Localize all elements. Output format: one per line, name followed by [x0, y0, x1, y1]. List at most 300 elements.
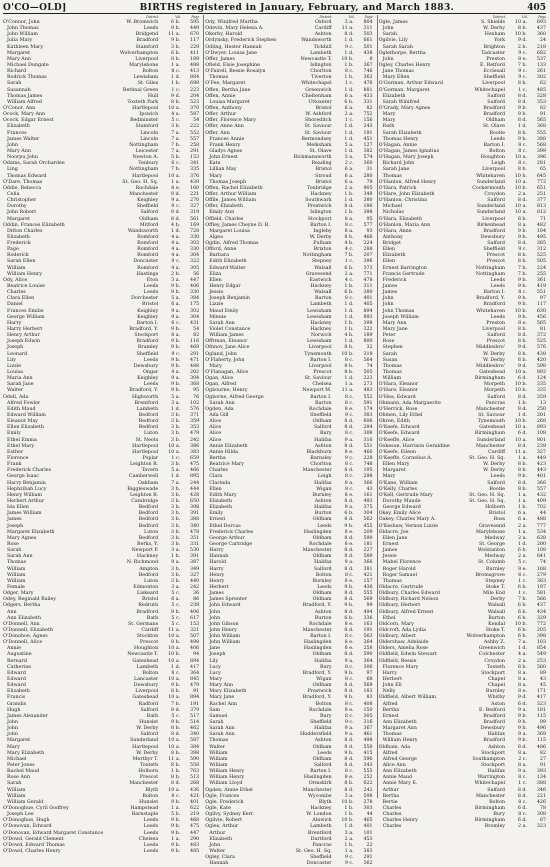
entry-district: Leeds — [490, 284, 506, 290]
entry-page: 281 — [536, 161, 547, 167]
entry-vol: 6 b. — [517, 634, 528, 640]
entry-name: Ellen — [382, 259, 396, 265]
entry-name: Rachel Ann — [209, 701, 238, 707]
entry-page: 651 — [536, 185, 547, 191]
entry-vol: 8 d. — [344, 756, 354, 762]
entry-vol: 5 c. — [171, 603, 181, 609]
entry-name: Hugh — [7, 707, 21, 713]
entry-page: 552 — [190, 130, 200, 136]
entry-district: Tavern — [141, 468, 159, 474]
entry-name: Oglethorpe, Bertha — [378, 50, 426, 56]
entry-district: Prescot — [486, 339, 506, 345]
entry-name: Alfred George — [382, 756, 417, 762]
entry-district: Leeds — [143, 26, 159, 32]
entry-district: N. Richmond — [126, 560, 159, 566]
entry-district: Blackburn — [306, 449, 332, 455]
entry-district: Halifax — [487, 732, 506, 738]
entry-vol: 9 b. — [517, 277, 528, 283]
entry-district: Bradford — [483, 112, 506, 118]
entry-district: Liverpool — [482, 81, 506, 87]
entry-vol: 8 e. — [518, 56, 528, 62]
entry-district: Prestwich — [307, 204, 332, 210]
entry-page: 364 — [363, 658, 373, 664]
entry-page: 99 — [539, 720, 547, 726]
entry-name: Odams, Sarah Orchardee — [3, 161, 65, 167]
entry-page: 359 — [536, 394, 547, 400]
entry-district: Mitford — [139, 222, 159, 228]
entry-district: Melksham — [306, 142, 332, 148]
entry-vol: 8 d. — [517, 118, 528, 124]
entry-page: 108 — [536, 431, 547, 437]
entry-district: Haslingden — [303, 775, 332, 781]
entry-page: 83 — [366, 695, 373, 701]
entry-district: Cambridge — [131, 498, 159, 504]
entry-vol: 9 b. — [171, 842, 181, 848]
entry-name: Sarah — [382, 351, 397, 357]
entry-page: 239 — [190, 603, 200, 609]
entry-vol: 6 b. — [517, 584, 528, 590]
entry-name: Alfred — [382, 750, 398, 756]
entry-vol: 1 c. — [518, 781, 528, 787]
entry-page: 398 — [190, 505, 200, 511]
entry-page: 566 — [536, 597, 547, 603]
entry-district: Hackney — [310, 320, 332, 326]
entry-district: Bristol — [488, 511, 506, 517]
entry-district: Southwark — [305, 198, 332, 204]
entry-page: 195 — [363, 468, 373, 474]
entry-vol: 9 b. — [171, 818, 181, 824]
entry-page: 366 — [363, 480, 373, 486]
entry-district: Pulham — [313, 241, 332, 247]
entry-district: Lincoln — [140, 130, 159, 136]
entry-page: 93 — [366, 228, 373, 234]
entry-district: Birmingham — [474, 376, 506, 382]
entry-page: 468 — [190, 818, 200, 824]
entry-name: Mary — [7, 744, 20, 750]
entry-vol: 6 b. — [517, 609, 528, 615]
entry-vol: 10 a. — [168, 646, 181, 652]
entry-district: Ingleby — [313, 228, 332, 234]
entry-name: Mary Ellen — [382, 75, 410, 81]
entry-name: Rose — [382, 339, 395, 345]
entry-district: St. Geo. H. Sq. — [469, 455, 506, 461]
entry-name: Oldfield, Edwin Stewart — [378, 652, 437, 658]
entry-page: 81 — [539, 327, 547, 333]
entry-vol: 3 b. — [171, 425, 181, 431]
entry-page: 175 — [190, 302, 200, 308]
entry-district: Dewsbury — [480, 234, 506, 240]
entry-page: 440 — [190, 578, 200, 584]
entry-vol: 8 d. — [344, 763, 354, 769]
entry-page: 590 — [190, 756, 200, 762]
entry-vol: 8 d. — [171, 707, 181, 713]
entry-vol: 10 b. — [514, 419, 528, 425]
entry-district: Chapel — [487, 677, 506, 683]
entry-vol: 7 a. — [171, 480, 181, 486]
entry-name: O'Grady, Mary Agnes — [378, 105, 431, 111]
entry-vol: 2 c. — [518, 756, 528, 762]
entry-page: 494 — [363, 609, 373, 615]
entry-district: Cardiff — [141, 627, 159, 633]
column-header-page: Page — [191, 15, 200, 19]
entry-name: Ada Gill — [209, 413, 229, 418]
entry-name: Charles — [7, 290, 26, 296]
entry-page: 268 — [536, 419, 547, 425]
entry-page: 335 — [536, 388, 547, 394]
entry-district: Leeds — [143, 290, 159, 296]
entry-vol: 3 a. — [344, 793, 354, 799]
entry-district: Toxteth — [486, 664, 506, 670]
entry-district: Hackney — [310, 327, 332, 333]
entry-district: Camberwell — [128, 474, 159, 480]
entry-page: 420 — [536, 357, 547, 363]
entry-vol: 10 b. — [167, 652, 181, 658]
entry-page: 485 — [536, 87, 547, 93]
entry-district: W. Derby — [136, 726, 159, 732]
entry-district: Medway — [484, 535, 506, 541]
entry-name: Joseph — [209, 652, 226, 658]
entry-page: 417 — [190, 664, 200, 670]
entry-name: John Eli — [382, 683, 402, 689]
entry-district: Bedford — [138, 419, 159, 425]
entry-district: Bromsgrove — [475, 572, 506, 578]
entry-district: Hartlepool — [132, 105, 159, 111]
entry-page: 555 — [536, 130, 547, 136]
entry-vol: 6 b. — [344, 290, 354, 296]
entry-page: 505 — [536, 259, 547, 265]
entry-page: 181 — [363, 541, 373, 547]
entry-district: Barnstaple — [131, 812, 159, 818]
entry-name: Mary Ann — [209, 683, 234, 689]
entry-name: James — [382, 284, 398, 290]
entry-page: 71 — [539, 216, 547, 222]
entry-page: 551 — [363, 443, 373, 449]
entry-name: Offile, James William — [205, 198, 257, 204]
entry-page: 97 — [366, 670, 373, 676]
entry-district: Stockport — [307, 216, 332, 222]
entry-name: Offer, Elizabeth — [205, 204, 244, 210]
entry-district: Leeds — [490, 136, 506, 142]
entry-name: Harry Benjamin — [7, 480, 46, 486]
entry-page: 117 — [190, 38, 200, 44]
entry-name: Offrman, Eleanor — [205, 339, 248, 345]
entry-page: 505 — [363, 370, 373, 376]
entry-vol: 4 b. — [171, 222, 181, 228]
entry-page: 493 — [363, 498, 373, 504]
entry-page: 752 — [363, 112, 373, 118]
entry-page: 380 — [363, 290, 373, 296]
entry-vol: 3 a. — [344, 830, 354, 836]
entry-page: 102 — [190, 400, 200, 406]
entry-vol: 3 b. — [171, 413, 181, 418]
entry-page: 330 — [190, 247, 200, 253]
entry-district: Lancaster — [134, 677, 159, 683]
entry-district: Bristol — [142, 597, 159, 603]
entry-district: Stamford — [135, 44, 159, 50]
entry-name: Okerby, Harold — [205, 32, 243, 38]
entry-district: Burnley — [312, 578, 332, 584]
entry-name: O'Hara, Patrick — [378, 185, 417, 191]
entry-name: O'Kelly, Charles — [378, 486, 418, 492]
entry-page: 401 — [190, 799, 200, 805]
entry-page: 229 — [190, 44, 200, 50]
entry-vol: 8 d. — [517, 93, 528, 99]
entry-vol: 2 a. — [344, 112, 354, 118]
entry-page: 645 — [536, 173, 547, 179]
entry-page: 202 — [190, 370, 200, 376]
entry-vol: 8 d. — [517, 480, 528, 486]
entry-district: Birmingham — [474, 806, 506, 811]
entry-vol: 6 a. — [171, 302, 181, 308]
register-column-3 — [377, 15, 547, 830]
entry-page: 115 — [536, 738, 547, 744]
entry-page: 444 — [190, 486, 200, 492]
entry-name: Walter — [209, 744, 226, 750]
entry-vol: 9 b. — [517, 726, 528, 732]
entry-name: Lucy — [209, 670, 221, 676]
entry-name: Kate — [209, 161, 221, 167]
entry-name: Annie — [7, 646, 22, 652]
entry-name: Elizabeth — [382, 93, 406, 99]
entry-vol: 1 d. — [344, 136, 354, 142]
entry-vol: 1 b. — [344, 191, 354, 197]
entry-district: Bolton — [315, 572, 332, 578]
entry-vol: 3 b. — [171, 462, 181, 468]
entry-district: Preston — [486, 320, 506, 326]
entry-district: Pancras — [485, 400, 506, 406]
entry-page: 181 — [536, 707, 547, 713]
entry-page: 348 — [363, 191, 373, 197]
entry-district: W. Derby — [483, 351, 506, 357]
entry-vol: 2 a. — [344, 185, 354, 191]
entry-vol: 9 d. — [517, 363, 528, 369]
entry-page: 124 — [536, 376, 547, 382]
entry-page: 186 — [363, 204, 373, 210]
entry-vol: 9 b. — [517, 720, 528, 726]
entry-district: Hackney — [310, 284, 332, 290]
entry-name: John — [209, 615, 221, 621]
entry-name: Oldbury, Alfred Ernest — [378, 609, 434, 615]
entry-district: York — [494, 38, 506, 44]
entry-name: William — [209, 756, 228, 762]
entry-page: 555 — [363, 591, 373, 597]
entry-page: 76 — [193, 394, 200, 400]
column-header-district: District. — [319, 15, 333, 19]
entry-vol: 1 c. — [171, 87, 181, 93]
entry-page: 530 — [190, 548, 200, 554]
entry-name: Ernest — [209, 517, 226, 523]
entry-name: John Ernest — [209, 155, 238, 161]
entry-vol: 8 b. — [344, 363, 354, 369]
entry-page: 242 — [190, 437, 200, 443]
entry-name: Thomas — [382, 370, 402, 376]
entry-district: Bedford — [138, 425, 159, 431]
entry-page: 622 — [363, 781, 373, 787]
entry-district: Liverpool — [308, 363, 332, 369]
entry-district: Salford — [313, 425, 332, 431]
entry-page: 27 — [539, 756, 547, 762]
entry-district: Bedford — [138, 517, 159, 523]
entry-vol: 1 b. — [344, 812, 354, 818]
entry-district: Bath — [146, 713, 159, 719]
entry-name: Thomas — [382, 578, 402, 584]
entry-name: Walter — [7, 388, 23, 394]
entry-vol: 1 d. — [517, 646, 528, 652]
entry-page: 606 — [363, 419, 373, 425]
entry-district: Barton I. — [310, 394, 332, 400]
entry-district: Oldham — [312, 517, 332, 523]
entry-vol: 8 b. — [171, 99, 181, 105]
entry-vol: 10 a. — [168, 695, 181, 701]
entry-name: Sarah — [7, 81, 22, 87]
entry-name: Rachel Maud — [7, 769, 40, 775]
entry-district: Burnley — [485, 566, 506, 572]
entry-page: 115 — [536, 713, 547, 719]
entry-name: Thomas — [209, 738, 229, 744]
entry-district: Wandsworth — [127, 228, 159, 234]
entry-district: Romford — [137, 241, 159, 247]
entry-name: Alfred Fowler — [7, 400, 41, 406]
entry-page: 95 — [193, 388, 200, 394]
entry-name: John Edward — [209, 603, 241, 609]
entry-district: Rochdale — [309, 406, 332, 412]
entry-page: 383 — [363, 413, 373, 418]
entry-page: 228 — [363, 455, 373, 461]
entry-vol: 1 a. — [171, 806, 181, 811]
entry-vol: 5 c. — [171, 615, 181, 621]
entry-district: Bradford — [483, 720, 506, 726]
entry-name: Maud Emily — [209, 308, 239, 314]
entry-vol: 1 a. — [344, 848, 354, 854]
entry-page: 150 — [363, 707, 373, 713]
entry-vol: 8 b. — [344, 370, 354, 376]
entry-district: Oldham — [312, 535, 332, 541]
entry-page: 94 — [193, 652, 200, 658]
entry-page: 405 — [363, 302, 373, 308]
entry-name: Clara Ellen — [7, 296, 35, 302]
entry-district: Birkenhead — [476, 222, 506, 228]
entry-district: Hackney — [310, 806, 332, 811]
entry-name: Celia — [7, 191, 20, 197]
entry-vol: 6 a. — [344, 179, 354, 185]
entry-name: Harry — [209, 566, 224, 572]
entry-district: Rochdale — [135, 185, 159, 191]
entry-vol: 8 d. — [171, 781, 181, 787]
entry-vol: 8 e. — [518, 689, 528, 695]
entry-page: 421 — [190, 793, 200, 799]
entry-page: 483 — [190, 842, 200, 848]
entry-page: 335 — [536, 382, 547, 388]
entry-district: Liverpool — [482, 167, 506, 173]
entry-district: Tenbury — [138, 161, 159, 167]
entry-name: Susannah — [7, 87, 31, 93]
entry-page: 748 — [363, 462, 373, 468]
entry-page: 892 — [536, 370, 547, 376]
entry-name: Roderick — [7, 253, 29, 259]
entry-name: O'Kell, Gertrude Mary — [378, 492, 433, 498]
entry-page: 551 — [536, 290, 547, 296]
entry-district: Chelsea — [138, 836, 159, 842]
entry-name: Grandis — [7, 701, 27, 707]
entry-page: 341 — [190, 161, 200, 167]
entry-district: Dewsbury — [480, 726, 506, 732]
entry-page: 421 — [363, 572, 373, 578]
entry-page: 279 — [536, 572, 547, 578]
entry-name: Arthur — [209, 830, 226, 836]
entry-vol: 6 b. — [517, 627, 528, 633]
entry-name: Florence Mary — [382, 664, 419, 670]
entry-vol: 8 c. — [344, 462, 354, 468]
entry-vol: 9 b. — [517, 713, 528, 719]
entry-vol: 11 a. — [515, 449, 528, 455]
entry-page: 466 — [190, 468, 200, 474]
entry-district: Leeds — [317, 584, 332, 590]
entry-district: Salford — [140, 210, 159, 216]
entry-name: Sarah — [209, 720, 224, 726]
entry-vol: 9 c. — [171, 351, 181, 357]
entry-vol: 3 b. — [171, 44, 181, 50]
entry-district: Bradford, Y. — [302, 603, 332, 609]
entry-vol: 8 e. — [518, 566, 528, 572]
entry-vol: 8 e. — [171, 185, 181, 191]
entry-vol: 7 a. — [518, 640, 528, 646]
entry-district: Salford — [140, 732, 159, 738]
entry-vol: 1 b. — [517, 505, 528, 511]
entry-vol: 9 b. — [517, 234, 528, 240]
entry-name: Margaret Louisa — [209, 228, 250, 234]
entry-district: Rochdale — [309, 541, 332, 547]
entry-page: 587 — [190, 112, 200, 118]
entry-page: 43 — [366, 486, 373, 492]
entry-vol: 8 c. — [344, 69, 354, 75]
entry-name: Emily Ann — [209, 210, 235, 216]
entry-vol: 6 b. — [344, 615, 354, 621]
entry-name: O'Hagan, Mary Joseph — [378, 155, 434, 161]
entry-name: O'Herrick, Rose — [378, 406, 418, 412]
entry-name: William Gerald — [7, 799, 44, 805]
entry-vol: 9 b. — [171, 683, 181, 689]
entry-district: Ipswich — [139, 112, 159, 118]
entry-district: St. Saviour — [478, 413, 506, 418]
entry-name: William Henry — [209, 775, 245, 781]
entry-vol: 8 b. — [517, 486, 528, 492]
entry-page: 82 — [193, 333, 200, 339]
entry-page: 525 — [536, 253, 547, 259]
entry-name: Charles — [382, 806, 402, 811]
entry-page: 327 — [536, 449, 547, 455]
entry-name: John — [382, 302, 394, 308]
entry-page: 304 — [190, 253, 200, 259]
entry-district: Gravesend — [305, 271, 332, 277]
entry-vol: 1 d. — [344, 824, 354, 830]
entry-district: Islington — [310, 210, 332, 216]
entry-district: Salford — [487, 241, 506, 247]
entry-page: 218 — [536, 44, 547, 50]
entry-district: Radford — [138, 701, 159, 707]
entry-vol: 1 c. — [344, 259, 354, 265]
entry-page: 363 — [536, 578, 547, 584]
entry-district: Bolton — [489, 799, 506, 805]
entry-page: 368 — [190, 382, 200, 388]
entry-page: 54 — [193, 327, 200, 333]
entry-district: Cardiff — [488, 449, 506, 455]
entry-district: Halifax — [487, 769, 506, 775]
entry-page: 268 — [190, 781, 200, 787]
entry-vol: 9 b. — [344, 584, 354, 590]
column-header-vol: Vol. — [175, 15, 182, 19]
entry-name: Rose Ann — [7, 775, 30, 781]
entry-page: 224 — [536, 265, 547, 271]
